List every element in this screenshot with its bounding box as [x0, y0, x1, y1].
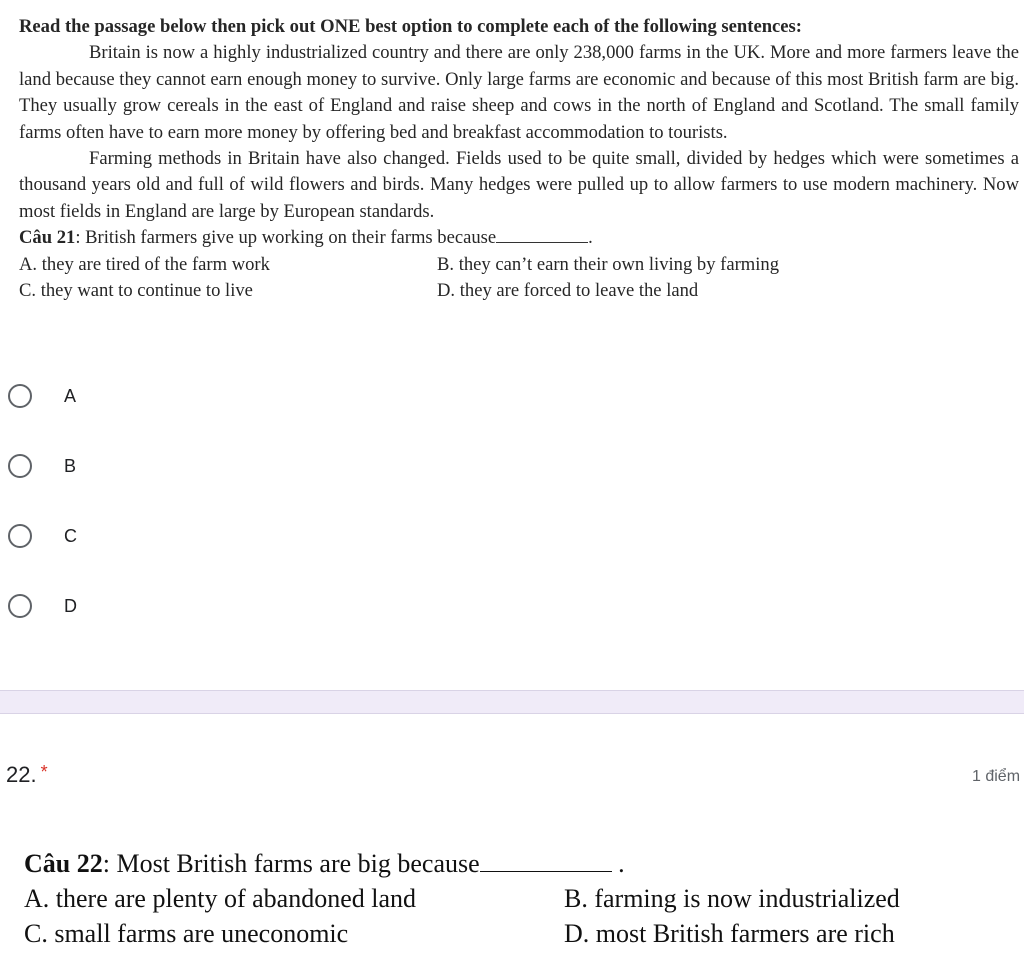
choice-d[interactable] [8, 594, 77, 618]
choice-d-label: D [64, 595, 77, 616]
choice-a-label: A [64, 385, 77, 406]
choice-a[interactable] [8, 384, 76, 408]
q21-stem [19, 225, 1019, 251]
q22-label: Câu 22 [24, 849, 103, 878]
q21-option-d: D. they are forced to leave the land [437, 280, 699, 302]
choice-b-label: B [64, 455, 77, 476]
q22-option-c: C. small farms are uneconomic [24, 919, 349, 948]
q22-options-row-1 [24, 881, 1014, 916]
q22-blank [480, 851, 612, 872]
radio-b[interactable] [8, 454, 32, 478]
q21-blank [496, 228, 588, 243]
passage-instruction: Read the passage below then pick out ONE best option to complete each of the following sentences: [19, 16, 802, 37]
q22-stem [24, 846, 1014, 881]
question-number: 22. [6, 762, 37, 787]
q21-option-b: B. they can’t earn their own living by farming [437, 253, 780, 275]
q22-option-b: B. farming is now industrialized [564, 884, 900, 913]
q22-option-a: A. there are plenty of abandoned land [24, 884, 417, 913]
section-divider [0, 690, 1024, 714]
passage-paragraph-1: Britain is now a highly industrialized country and there are only 238,000 farms in the UK. More and more farmers leave the land because they cannot earn enough money to survive. Only large farms are economic and because of this most British farm are big. They usually grow cereals in the east of England and raise sheep and cows in the north of England and Scotland. The small family farms often have to earn more money by offering bed and breakfast accommodation to tourists. [19, 42, 1019, 143]
q21-option-c: C. they want to continue to live [19, 280, 253, 302]
radio-a[interactable] [8, 384, 32, 408]
question-22-image [24, 846, 1014, 951]
q22-end: . [618, 849, 625, 878]
choice-b[interactable] [8, 454, 76, 478]
radio-d[interactable] [8, 594, 32, 618]
q22-options-row-2 [24, 916, 1014, 951]
passage-paragraph-2: Farming methods in Britain have also changed. Fields used to be quite small, divided by hedges which were sometimes a thousand years old and full of wild flowers and birds. Many hedges were pulled up to allow farmers to use modern machinery. Now most fields in England are large by European standards. [19, 148, 1019, 222]
q22-option-d: D. most British farmers are rich [564, 919, 895, 948]
q21-options-row-2 [19, 278, 1019, 304]
q22-stem-text: : Most British farms are big because [102, 849, 480, 878]
q21-options-row-1 [19, 252, 1019, 278]
passage-image [19, 14, 1019, 304]
q21-stem-text: : British farmers give up working on their farms because [75, 227, 497, 249]
q21-option-a: A. they are tired of the farm work [19, 253, 270, 275]
question-22-number [6, 762, 48, 788]
choice-c[interactable] [8, 524, 77, 548]
radio-c[interactable] [8, 524, 32, 548]
question-points: 1 điểm [972, 768, 1021, 785]
q21-label: Câu 21 [19, 227, 76, 249]
choice-c-label: C [64, 525, 77, 546]
required-asterisk: * [40, 762, 48, 782]
q21-end: . [588, 227, 593, 249]
